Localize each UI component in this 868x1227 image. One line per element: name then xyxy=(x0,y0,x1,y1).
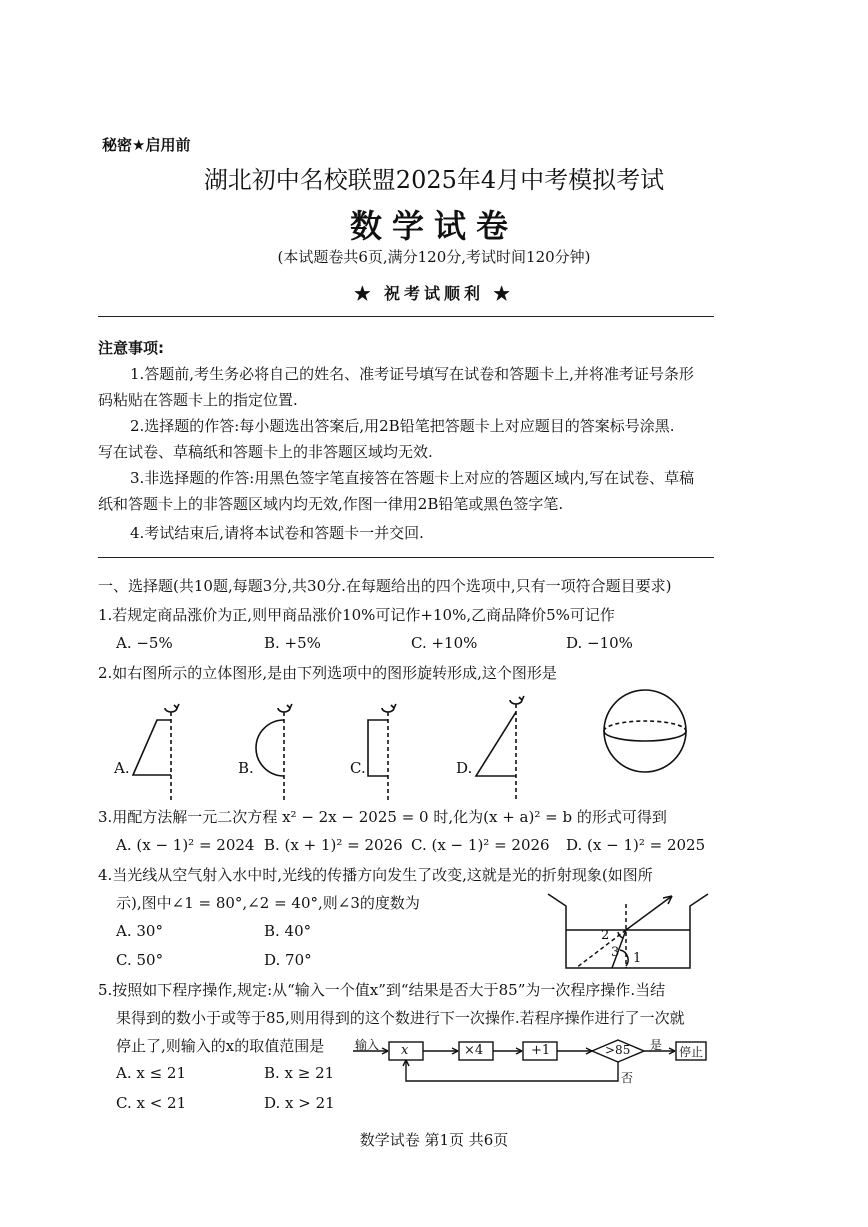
top-divider xyxy=(98,316,714,317)
question-3-option-b: B. (x + 1)² = 2026 xyxy=(264,836,403,854)
notice-item-2-line-1: 2.选择题的作答:每小题选出答案后,用2B铅笔把答题卡上对应题目的答案标号涂黑. xyxy=(130,417,675,435)
refraction-figure xyxy=(0,888,868,978)
question-4-stem-line-1: 4.当光线从空气射入水中时,光线的传播方向发生了改变,这就是光的折射现象(如图所 xyxy=(98,866,653,884)
good-luck-banner: ★ 祝考试顺利 ★ xyxy=(354,284,514,303)
question-4-option-d: D. 70° xyxy=(264,951,312,969)
question-4-stem-line-2: 示),图中∠1 = 80°,∠2 = 40°,则∠3的度数为 xyxy=(116,894,420,912)
question-4-option-b: B. 40° xyxy=(264,922,312,940)
question-5-stem-line-2: 果得到的数小于或等于85,则用得到的这个数进行下一次操作.若程序操作进行了一次就 xyxy=(116,1009,685,1027)
angle-1-label: 1 xyxy=(633,951,642,966)
flow-box-multiply: ×4 xyxy=(464,1043,484,1058)
option-b-semicircle-figure xyxy=(256,704,292,800)
notice-item-3-line-2: 纸和答题卡上的非答题区域内均无效,作图一律用2B铅笔或黑色签字笔. xyxy=(98,495,564,513)
question-1-stem: 1.若规定商品涨价为正,则甲商品涨价10%可记作+10%,乙商品降价5%可记作 xyxy=(98,606,615,624)
flow-input-label: 输入 xyxy=(355,1038,380,1052)
exam-title: 湖北初中名校联盟2025年4月中考模拟考试 xyxy=(203,166,665,194)
question-4-option-a: A. 30° xyxy=(116,922,163,940)
subject-title: 数学试卷 xyxy=(349,207,518,245)
question-5-option-d: D. x > 21 xyxy=(264,1094,335,1112)
question-4-option-c: C. 50° xyxy=(116,951,164,969)
flow-condition: >85 xyxy=(605,1043,631,1057)
confidential-mark: 秘密★启用前 xyxy=(102,136,191,154)
question-5-option-c: C. x < 21 xyxy=(116,1094,187,1112)
angle-3-label: 3 xyxy=(611,945,620,960)
question-1-option-d: D. −10% xyxy=(566,634,633,652)
option-c-rectangle-figure xyxy=(368,704,396,800)
question-1-option-b: B. +5% xyxy=(264,634,321,652)
question-5-option-a: A. x ≤ 21 xyxy=(116,1064,187,1082)
flow-yes-label: 是 xyxy=(650,1038,663,1052)
flow-box-x: x xyxy=(401,1043,409,1058)
question-5-option-b: B. x ≥ 21 xyxy=(264,1064,335,1082)
question-1-option-a: A. −5% xyxy=(116,634,173,652)
question-2-stem: 2.如右图所示的立体图形,是由下列选项中的图形旋转形成,这个图形是 xyxy=(98,664,557,682)
section-heading: 一、选择题(共10题,每题3分,共30分.在每题给出的四个选项中,只有一项符合题目要求) xyxy=(98,577,672,595)
notice-item-1-line-2: 码粘贴在答题卡上的指定位置. xyxy=(98,391,298,409)
flow-box-add: +1 xyxy=(531,1043,551,1058)
page-footer: 数学试卷 第1页 共6页 xyxy=(359,1131,509,1149)
question-2-label-b: B. xyxy=(238,759,254,777)
flow-no-label: 否 xyxy=(621,1071,634,1085)
exam-info-note: (本试题卷共6页,满分120分,考试时间120分钟) xyxy=(277,248,591,266)
option-d-triangle-figure xyxy=(476,696,524,800)
question-2-figures xyxy=(0,690,868,810)
notice-item-4: 4.考试结束后,请将本试卷和答题卡一并交回. xyxy=(130,524,424,542)
notice-divider xyxy=(98,557,714,558)
sphere-solid-figure xyxy=(604,690,686,772)
flow-stop-box: 停止 xyxy=(679,1045,704,1059)
question-5-stem-line-1: 5.按照如下程序操作,规定:从“输入一个值x”到“结果是否大于85”为一次程序操作.当结 xyxy=(98,981,666,999)
notice-item-2-line-2: 写在试卷、草稿纸和答题卡上的非答题区域均无效. xyxy=(98,443,433,461)
notice-heading: 注意事项: xyxy=(98,339,164,357)
question-2-label-a: A. xyxy=(114,759,130,777)
question-3-option-c: C. (x − 1)² = 2026 xyxy=(411,836,550,854)
question-1-option-c: C. +10% xyxy=(411,634,478,652)
notice-item-3-line-1: 3.非选择题的作答:用黑色签字笔直接答在答题卡上对应的答题区域内,写在试卷、草稿 xyxy=(130,469,695,487)
angle-2-label: 2 xyxy=(601,928,610,943)
option-a-trapezoid-figure xyxy=(133,704,179,800)
notice-item-1-line-1: 1.答题前,考生务必将自己的姓名、准考证号填写在试卷和答题卡上,并将准考证号条形 xyxy=(130,365,694,383)
question-2-label-d: D. xyxy=(456,759,473,777)
question-3-option-d: D. (x − 1)² = 2025 xyxy=(566,836,706,854)
program-flowchart xyxy=(0,1035,868,1095)
question-3-option-a: A. (x − 1)² = 2024 xyxy=(116,836,255,854)
question-2-label-c: C. xyxy=(350,759,366,777)
question-3-stem: 3.用配方法解一元二次方程 x² − 2x − 2025 = 0 时,化为(x + a)² = b 的形式可得到 xyxy=(98,808,667,826)
question-5-stem-line-3: 停止了,则输入的x的取值范围是 xyxy=(116,1037,325,1055)
